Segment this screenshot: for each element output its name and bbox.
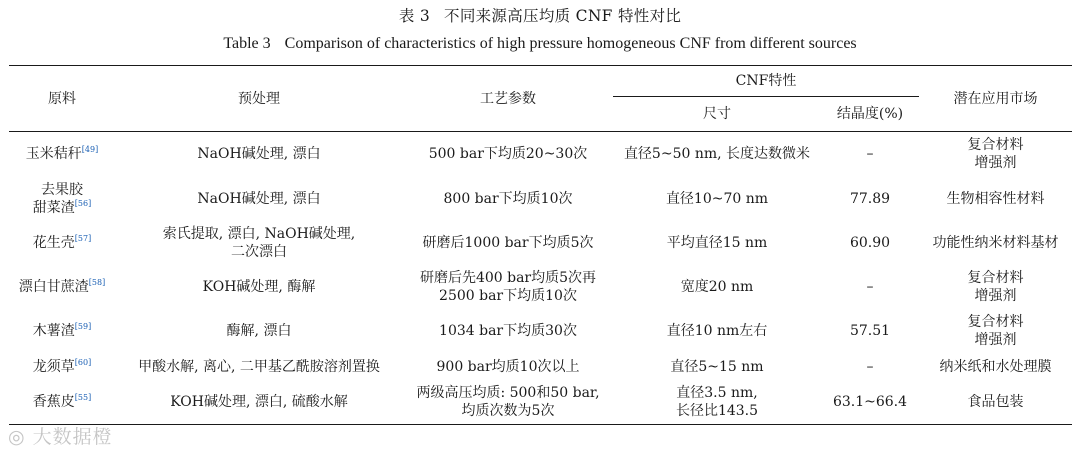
process-text-line: 900 bar均质10次以上 xyxy=(436,358,580,375)
table-title-cn xyxy=(0,4,1080,26)
cell-market xyxy=(919,309,1072,353)
cell-pretreatment xyxy=(115,177,403,221)
size-text-line: 长径比143.5 xyxy=(675,403,759,420)
size-text-line: 直径5~50 nm, 长度达数微米 xyxy=(623,146,811,163)
crystallinity-value: 57.51 xyxy=(849,322,891,339)
header-application-market: 潜在应用市场 xyxy=(919,66,1072,132)
table-row xyxy=(9,309,1072,353)
cell-process xyxy=(403,132,613,177)
market-text-line: 生物相容性材料 xyxy=(946,190,1045,207)
cell-material xyxy=(9,177,115,221)
pretreatment-text-line: NaOH碱处理, 漂白 xyxy=(197,146,321,163)
process-text-line: 研磨后先400 bar均质5次再 xyxy=(419,269,597,286)
reference-link[interactable]: [60] xyxy=(74,357,92,367)
cell-market xyxy=(919,353,1072,381)
cell-size xyxy=(613,177,821,221)
reference-link[interactable]: [49] xyxy=(81,145,99,155)
reference-link[interactable]: [59] xyxy=(74,321,92,331)
cell-market xyxy=(919,381,1072,425)
size-text-line: 直径5~15 nm xyxy=(670,358,764,375)
material-text-line: 玉米秸秆 xyxy=(25,146,82,163)
header-cnf-properties: CNF特性 xyxy=(613,66,919,97)
process-text-line: 800 bar下均质10次 xyxy=(443,190,573,207)
cell-crystallinity xyxy=(821,265,919,309)
table-caption-cn: 不同来源高压均质 CNF 特性对比 xyxy=(444,7,682,25)
cell-size xyxy=(613,221,821,265)
cell-material xyxy=(9,132,115,177)
pretreatment-text-line: KOH碱处理, 酶解 xyxy=(202,278,316,295)
pretreatment-text-line: NaOH碱处理, 漂白 xyxy=(197,190,321,207)
cell-process xyxy=(403,381,613,425)
cell-process xyxy=(403,265,613,309)
table-caption-en: Comparison of characteristics of high pressure homogeneous CNF from different sources xyxy=(284,35,857,52)
size-text-line: 直径10~70 nm xyxy=(665,190,769,207)
material-text-line: 香蕉皮 xyxy=(32,394,75,411)
cell-market xyxy=(919,177,1072,221)
material-text-line: 漂白甘蔗渣 xyxy=(18,278,89,295)
cell-pretreatment xyxy=(115,309,403,353)
reference-link[interactable]: [56] xyxy=(74,198,92,208)
cell-size xyxy=(613,265,821,309)
pretreatment-text-line: 索氏提取, 漂白, NaOH碱处理, xyxy=(162,225,356,242)
market-text-line: 复合材料 xyxy=(967,313,1024,330)
cell-process xyxy=(403,221,613,265)
cell-material xyxy=(9,309,115,353)
size-text-line: 平均直径15 nm xyxy=(666,234,768,251)
pretreatment-text-line: 甲酸水解, 离心, 二甲基乙酰胺溶剂置换 xyxy=(138,358,380,375)
cell-size xyxy=(613,353,821,381)
material-text-line: 甜菜渣 xyxy=(32,199,75,216)
market-text-line: 复合材料 xyxy=(967,269,1024,286)
reference-link[interactable]: [57] xyxy=(74,233,92,243)
pretreatment-text-line: 二次漂白 xyxy=(231,243,287,260)
size-text-line: 直径10 nm左右 xyxy=(666,322,768,339)
cell-pretreatment xyxy=(115,221,403,265)
cell-pretreatment xyxy=(115,353,403,381)
pretreatment-text-line: 酶解, 漂白 xyxy=(226,322,292,339)
pretreatment-text-line: KOH碱处理, 漂白, 硫酸水解 xyxy=(170,394,348,411)
watermark-logo: ◎ 大数据橙 xyxy=(8,426,113,448)
reference-link[interactable]: [58] xyxy=(88,277,106,287)
market-text-line: 增强剂 xyxy=(974,331,1017,348)
table-row xyxy=(9,132,1072,177)
cell-material xyxy=(9,221,115,265)
market-text-line: 复合材料 xyxy=(967,137,1024,154)
table-title-en xyxy=(0,35,1080,53)
cell-pretreatment xyxy=(115,132,403,177)
crystallinity-value: 77.89 xyxy=(849,190,891,207)
cell-crystallinity xyxy=(821,177,919,221)
cell-pretreatment xyxy=(115,381,403,425)
crystallinity-value: 60.90 xyxy=(849,234,891,251)
cell-crystallinity xyxy=(821,309,919,353)
cell-material xyxy=(9,265,115,309)
cell-process xyxy=(403,309,613,353)
size-text-line: 直径3.5 nm, xyxy=(676,385,758,402)
crystallinity-value: – xyxy=(866,146,874,163)
cell-market xyxy=(919,265,1072,309)
market-text-line: 增强剂 xyxy=(974,287,1017,304)
cell-crystallinity xyxy=(821,132,919,177)
cell-material xyxy=(9,381,115,425)
crystallinity-value: – xyxy=(866,278,874,295)
process-text-line: 研磨后1000 bar下均质5次 xyxy=(422,234,594,251)
table-row xyxy=(9,381,1072,425)
cell-process xyxy=(403,177,613,221)
table-row xyxy=(9,265,1072,309)
table-row xyxy=(9,177,1072,221)
header-crystallinity: 结晶度(%) xyxy=(821,97,919,132)
cell-crystallinity xyxy=(821,221,919,265)
size-text-line: 宽度20 nm xyxy=(680,278,754,295)
market-text-line: 食品包装 xyxy=(967,394,1024,411)
table-row xyxy=(9,221,1072,265)
cell-process xyxy=(403,353,613,381)
header-process-params: 工艺参数 xyxy=(403,66,613,132)
cell-size xyxy=(613,381,821,425)
material-text-line: 花生壳 xyxy=(32,234,75,251)
table-number-en: Table 3 xyxy=(223,35,271,52)
table-number-cn: 表 3 xyxy=(398,7,431,25)
header-material: 原料 xyxy=(9,66,115,132)
material-text-line: 木薯渣 xyxy=(32,322,75,339)
market-text-line: 增强剂 xyxy=(974,155,1017,172)
reference-link[interactable]: [55] xyxy=(74,393,92,403)
cell-market xyxy=(919,132,1072,177)
header-size: 尺寸 xyxy=(613,97,821,132)
process-text-line: 两级高压均质: 500和50 bar, xyxy=(416,385,600,402)
cell-material xyxy=(9,353,115,381)
process-text-line: 1034 bar下均质30次 xyxy=(439,322,577,339)
material-text-line: 去果胶 xyxy=(41,181,83,198)
table-body xyxy=(9,132,1072,425)
process-text-line: 均质次数为5次 xyxy=(461,403,555,420)
cell-pretreatment xyxy=(115,265,403,309)
crystallinity-value: 63.1~66.4 xyxy=(832,394,908,411)
table-row xyxy=(9,353,1072,381)
header-pretreatment: 预处理 xyxy=(115,66,403,132)
process-text-line: 500 bar下均质20~30次 xyxy=(428,146,588,163)
cell-size xyxy=(613,132,821,177)
market-text-line: 功能性纳米材料基材 xyxy=(932,234,1059,251)
cell-size xyxy=(613,309,821,353)
material-text-line: 龙须草 xyxy=(32,358,75,375)
cell-crystallinity xyxy=(821,353,919,381)
crystallinity-value: – xyxy=(866,358,874,375)
market-text-line: 纳米纸和水处理膜 xyxy=(939,358,1052,375)
cell-crystallinity xyxy=(821,381,919,425)
cell-market xyxy=(919,221,1072,265)
comparison-table xyxy=(9,65,1072,425)
process-text-line: 2500 bar下均质10次 xyxy=(439,287,577,304)
